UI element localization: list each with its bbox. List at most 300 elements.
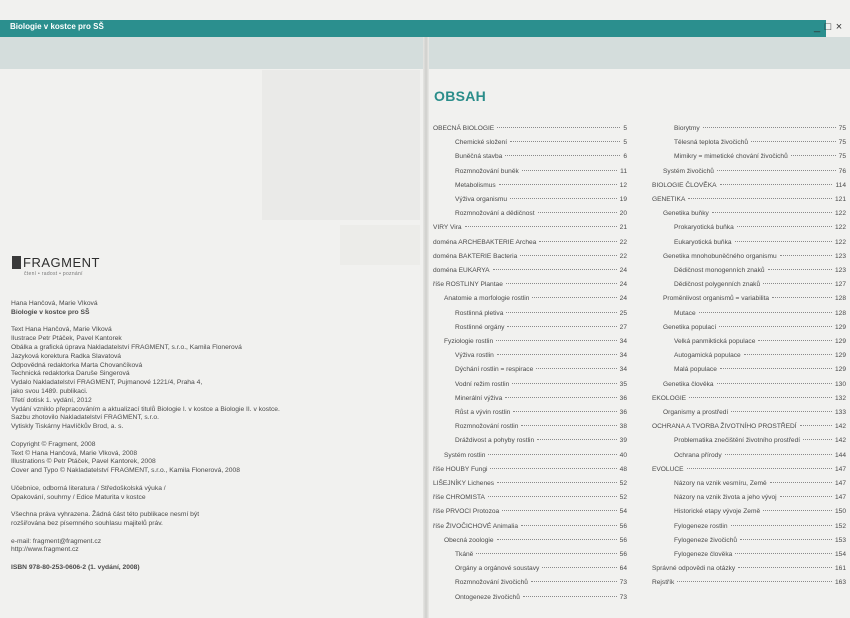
toc-entry[interactable] xyxy=(455,196,627,206)
toc-leader-dots xyxy=(744,354,832,355)
toc-entry-page: 132 xyxy=(834,394,846,402)
toc-entry[interactable] xyxy=(663,381,846,391)
colophon-line: Illustrations © Petr Ptáček, Pavel Kantorek, 2008 xyxy=(11,458,156,466)
toc-entry-label: Dědičnost polygenních znaků xyxy=(674,281,761,289)
toc-leader-dots xyxy=(476,553,616,554)
colophon-line: Text Hana Hančová, Marie Vlková xyxy=(11,326,112,334)
toc-entry[interactable] xyxy=(663,409,846,419)
toc-leader-dots xyxy=(689,397,832,398)
toc-entry-page: 24 xyxy=(619,295,627,303)
toc-entry-page: 21 xyxy=(619,224,627,232)
toc-entry-label: Ontogeneze živočichů xyxy=(455,593,520,601)
toc-leader-dots xyxy=(465,226,617,227)
colophon-line: Všechna práva vyhrazena. Žádná část této publikace nesmí být xyxy=(11,511,200,519)
toc-entry[interactable] xyxy=(663,295,846,305)
toc-entry[interactable] xyxy=(652,182,846,192)
toc-entry-page: 20 xyxy=(619,210,627,218)
toc-entry-page: 5 xyxy=(623,125,627,132)
toc-entry[interactable] xyxy=(674,537,846,547)
colophon-line: Vydalo Nakladatelství FRAGMENT, Pujmanové 1221/4, Praha 4, xyxy=(11,379,203,387)
cover-bleed-strip xyxy=(340,225,420,265)
colophon-line: http://www.fragment.cz xyxy=(11,546,79,554)
toc-entry[interactable] xyxy=(652,579,846,589)
toc-entry[interactable] xyxy=(674,480,846,490)
toc-leader-dots xyxy=(751,141,836,142)
toc-entry[interactable] xyxy=(674,239,846,249)
toc-entry-page: 64 xyxy=(619,565,627,573)
colophon-line: ISBN 978-80-253-0606-2 (1. vydání, 2008) xyxy=(11,563,140,571)
toc-leader-dots xyxy=(763,510,832,511)
toc-leader-dots xyxy=(731,411,832,412)
toc-entry-page: 127 xyxy=(834,281,846,289)
toc-entry[interactable] xyxy=(433,125,627,135)
toc-entry[interactable] xyxy=(455,168,627,178)
toc-entry-label: Dráždivost a pohyby rostlin xyxy=(455,437,535,445)
title-bar xyxy=(0,20,826,37)
toc-entry-page: 128 xyxy=(834,295,846,303)
toc-leader-dots xyxy=(497,539,617,540)
toc-entry-label: Rejstřík xyxy=(652,579,675,587)
toc-entry[interactable] xyxy=(663,210,846,220)
cover-bleed-block xyxy=(262,70,420,220)
colophon-line: Vydání vzniklo přepracováním a aktualizací titulů Biologie I. v kostce a Biologie II. v kostce. xyxy=(11,405,280,413)
colophon-line: Jazyková korektura Radka Slavatová xyxy=(11,352,122,360)
toc-entry-label: Fylogeneze živočichů xyxy=(674,536,738,544)
toc-leader-dots xyxy=(506,283,617,284)
toc-entry-page: 24 xyxy=(619,267,627,274)
toc-entry[interactable] xyxy=(433,494,627,504)
toc-leader-dots xyxy=(505,155,620,156)
colophon-line xyxy=(11,432,280,441)
toc-entry-label: Genetika člověka xyxy=(663,380,714,388)
toc-entry[interactable] xyxy=(455,139,627,149)
toc-entry-label: Organismy a prostředí xyxy=(663,409,729,416)
toc-heading: OBSAH xyxy=(434,88,487,104)
toc-entry-page: 19 xyxy=(619,196,627,203)
toc-entry[interactable] xyxy=(433,253,627,263)
toc-entry-label: Ochrana přírody xyxy=(674,451,722,459)
toc-entry-label: Chemické složení xyxy=(455,139,508,147)
toc-entry-label: Fyziologie rostlin xyxy=(444,338,494,345)
toc-entry-label: LIŠEJNÍKY Lichenes xyxy=(433,480,495,487)
toc-leader-dots xyxy=(720,368,832,369)
toc-entry-page: 24 xyxy=(619,281,627,289)
toc-entry-label: OBECNÁ BIOLOGIE xyxy=(433,125,495,132)
toc-entry-page: 123 xyxy=(834,267,846,274)
toc-entry[interactable] xyxy=(674,551,846,561)
colophon-line: Sazbu zhotovilo Nakladatelství FRAGMENT, s.r.o. xyxy=(11,414,159,422)
toc-entry-page: 5 xyxy=(623,139,627,147)
toc-entry-label: říše HOUBY Fungi xyxy=(433,465,488,473)
toc-entry-label: Orgány a orgánové soustavy xyxy=(455,565,540,573)
toc-leader-dots xyxy=(537,439,616,440)
toc-leader-dots xyxy=(507,326,616,327)
toc-entry-page: 34 xyxy=(619,366,627,374)
toc-entry-page: 34 xyxy=(619,352,627,360)
toc-entry-label: Mimikry = mimetické chování živočichů xyxy=(674,153,788,161)
toc-entry[interactable] xyxy=(433,523,627,533)
toc-entry-label: Genetika populací xyxy=(663,323,717,331)
toc-entry-page: 48 xyxy=(619,465,627,473)
publisher-logo xyxy=(12,254,132,284)
toc-entry-page: 147 xyxy=(834,494,846,502)
toc-entry-page: 123 xyxy=(834,252,846,260)
toc-entry-label: GENETIKA xyxy=(652,196,686,203)
toc-entry-page: 22 xyxy=(619,238,627,246)
toc-entry-label: říše ROSTLINY Plantae xyxy=(433,281,503,289)
toc-leader-dots xyxy=(510,198,617,199)
toc-entry-page: 40 xyxy=(619,451,627,459)
toc-leader-dots xyxy=(496,340,617,341)
toc-entry-page: 36 xyxy=(619,409,627,416)
toc-entry[interactable] xyxy=(444,452,627,462)
colophon-line: Biologie v kostce pro SŠ xyxy=(11,308,90,316)
toc-leader-dots xyxy=(497,354,617,355)
toc-entry-page: 39 xyxy=(619,437,627,445)
toc-leader-dots xyxy=(512,383,616,384)
toc-entry-label: Metabolismus xyxy=(455,181,496,189)
toc-entry[interactable] xyxy=(455,324,627,334)
colophon-line: Vytiskly Tiskárny Havlíčkův Brod, a. s. xyxy=(11,423,124,431)
window-controls xyxy=(812,21,850,35)
toc-entry-page: 133 xyxy=(834,409,846,416)
toc-entry-label: říše PRVOCI Protozoa xyxy=(433,508,500,516)
toc-entry-label: OCHRANA A TVORBA ŽIVOTNÍHO PROSTŘEDÍ xyxy=(652,423,797,431)
toc-leader-dots xyxy=(677,581,832,582)
toc-entry[interactable] xyxy=(652,395,846,405)
logo-mark-icon xyxy=(12,256,21,269)
toc-entry-page: 75 xyxy=(838,139,846,147)
toc-entry-label: Autogamická populace xyxy=(674,352,741,360)
toc-entry-label: Dědičnost monogenních znaků xyxy=(674,267,765,274)
toc-entry-label: Buněčná stavba xyxy=(455,153,503,161)
toc-leader-dots xyxy=(523,596,617,597)
toc-entry-page: 142 xyxy=(834,437,846,445)
toc-leader-dots xyxy=(712,212,832,213)
toc-leader-dots xyxy=(502,510,616,511)
toc-entry-page: 25 xyxy=(619,309,627,317)
toc-leader-dots xyxy=(499,184,617,185)
toc-entry-label: EKOLOGIE xyxy=(652,394,687,402)
toc-entry-page: 163 xyxy=(834,579,846,587)
maximize-button[interactable]: □ xyxy=(824,21,833,33)
toc-entry-page: 129 xyxy=(834,352,846,360)
toc-entry-page: 129 xyxy=(834,338,846,345)
toc-entry-page: 11 xyxy=(620,167,627,175)
toc-entry[interactable] xyxy=(455,437,627,447)
toc-entry-page: 128 xyxy=(834,309,846,317)
colophon-text xyxy=(11,300,280,573)
toc-entry-label: Rozmnožování rostlin xyxy=(455,423,519,431)
toc-entry-label: Prokaryotická buňka xyxy=(674,224,734,232)
toc-entry-page: 56 xyxy=(619,522,627,530)
toc-entry[interactable] xyxy=(455,565,627,575)
toc-leader-dots xyxy=(803,439,832,440)
toc-entry[interactable] xyxy=(674,494,846,504)
colophon-line: Cover and Typo © Nakladatelství FRAGMENT, s.r.o., Kamila Flonerová, 2008 xyxy=(11,467,240,475)
toc-entry-label: Systém živočichů xyxy=(663,167,714,175)
toc-entry-label: Mutace xyxy=(674,309,696,317)
colophon-line xyxy=(11,555,280,564)
toc-leader-dots xyxy=(717,170,836,171)
colophon-line: Hana Hančová, Marie Vlková xyxy=(11,300,98,307)
toc-entry-label: Rozmnožování živočichů xyxy=(455,579,528,587)
toc-entry-page: 114 xyxy=(835,181,846,189)
toc-entry[interactable] xyxy=(433,480,627,490)
toc-entry-page: 35 xyxy=(619,380,627,388)
toc-entry-page: 56 xyxy=(619,536,627,544)
toc-entry-label: Anatomie a morfologie rostlin xyxy=(444,295,530,303)
colophon-line: Odpovědná redaktorka Marta Chovančíková xyxy=(11,361,143,369)
logo-word: FRAGMENT xyxy=(23,255,100,270)
colophon-line: Třetí dotisk 1. vydání, 2012 xyxy=(11,396,92,404)
toc-entry-label: Malá populace xyxy=(674,366,717,374)
toc-leader-dots xyxy=(725,454,832,455)
toc-leader-dots xyxy=(521,425,616,426)
colophon-line: Ilustrace Petr Ptáček, Pavel Kantorek xyxy=(11,335,122,343)
toc-entry-page: 75 xyxy=(838,153,846,161)
toc-entry-label: Rozmnožování buněk xyxy=(455,167,519,175)
toc-entry-page: 56 xyxy=(619,551,627,558)
toc-entry[interactable] xyxy=(455,551,627,561)
toc-leader-dots xyxy=(763,283,832,284)
logo-tagline: čtení • radost • poznání xyxy=(24,271,83,277)
toc-entry-label: Dýchání rostlin = respirace xyxy=(455,366,534,374)
toc-entry[interactable] xyxy=(455,210,627,220)
toc-entry[interactable] xyxy=(444,338,627,348)
toc-leader-dots xyxy=(542,567,616,568)
toc-entry-page: 142 xyxy=(834,423,846,431)
toc-leader-dots xyxy=(532,297,616,298)
toc-leader-dots xyxy=(768,269,832,270)
toc-entry[interactable] xyxy=(674,310,846,320)
toc-leader-dots xyxy=(520,255,616,256)
toc-entry-label: Minerální výživa xyxy=(455,394,503,402)
toc-entry-page: 150 xyxy=(834,508,846,516)
toc-entry-page: 52 xyxy=(619,480,627,487)
toc-entry-label: Biorytmy xyxy=(674,125,700,132)
toc-entry[interactable] xyxy=(455,381,627,391)
toc-entry[interactable] xyxy=(674,452,846,462)
toc-leader-dots xyxy=(539,241,616,242)
toc-entry-page: 122 xyxy=(834,224,846,232)
toc-entry-page: 152 xyxy=(834,522,846,530)
toc-entry[interactable] xyxy=(663,253,846,263)
toc-leader-dots xyxy=(791,155,836,156)
toc-entry-label: Historické etapy vývoje Země xyxy=(674,508,761,516)
toc-entry-label: BIOLOGIE ČLOVĚKA xyxy=(652,181,717,189)
toc-leader-dots xyxy=(737,226,832,227)
toc-leader-dots xyxy=(717,383,832,384)
toc-leader-dots xyxy=(800,425,832,426)
toc-entry-label: Velká panmiktická populace xyxy=(674,338,756,345)
toc-leader-dots xyxy=(505,397,616,398)
toc-leader-dots xyxy=(497,127,620,128)
toc-leader-dots xyxy=(719,326,832,327)
toc-leader-dots xyxy=(513,411,616,412)
toc-entry[interactable] xyxy=(433,466,627,476)
toc-entry[interactable] xyxy=(674,352,846,362)
toc-leader-dots xyxy=(538,212,617,213)
toc-entry[interactable] xyxy=(455,153,627,163)
toc-entry[interactable] xyxy=(455,352,627,362)
toc-entry[interactable] xyxy=(674,139,846,149)
toc-entry[interactable] xyxy=(652,196,846,206)
toc-entry[interactable] xyxy=(674,153,846,163)
toc-entry[interactable] xyxy=(674,508,846,518)
toc-leader-dots xyxy=(687,468,832,469)
book-spine xyxy=(423,37,429,618)
toc-entry[interactable] xyxy=(663,324,846,334)
window-title: Biologie v kostce pro SŠ xyxy=(10,22,104,31)
toc-entry-label: Tělesná teplota živočichů xyxy=(674,139,749,147)
toc-entry[interactable] xyxy=(652,565,846,575)
toc-entry-page: 52 xyxy=(619,494,627,502)
toc-entry-page: 22 xyxy=(619,252,627,260)
toc-entry-label: říše CHROMISTA xyxy=(433,494,485,502)
colophon-line xyxy=(11,476,280,485)
toc-entry-page: 161 xyxy=(834,565,846,573)
toc-entry-page: 129 xyxy=(834,323,846,331)
toc-entry-page: 147 xyxy=(834,465,846,473)
toc-entry[interactable] xyxy=(433,239,627,249)
toc-leader-dots xyxy=(490,468,616,469)
toc-entry-label: Fylogeneze člověka xyxy=(674,551,733,558)
toc-leader-dots xyxy=(536,368,616,369)
toc-entry[interactable] xyxy=(674,125,846,135)
toc-entry-label: Růst a vývin rostlin xyxy=(455,409,511,416)
toc-leader-dots xyxy=(780,496,832,497)
toc-entry-page: 34 xyxy=(619,338,627,345)
toc-entry-label: Genetika mnohobuněčného organismu xyxy=(663,252,777,260)
toc-entry-page: 75 xyxy=(838,125,846,132)
toc-entry[interactable] xyxy=(444,537,627,547)
toc-entry-label: Genetika buňky xyxy=(663,210,709,218)
toc-entry[interactable] xyxy=(674,437,846,447)
toc-entry-label: Rostlinné orgány xyxy=(455,323,505,331)
toc-entry-label: Rostlinná pletiva xyxy=(455,309,504,317)
toc-entry-page: 27 xyxy=(619,323,627,331)
toc-entry-page: 122 xyxy=(834,238,846,246)
toc-entry[interactable] xyxy=(674,224,846,234)
toc-entry-label: doména ARCHEBAKTERIE Archea xyxy=(433,238,537,246)
toc-leader-dots xyxy=(720,184,833,185)
toc-entry-page: 129 xyxy=(834,366,846,374)
toc-entry[interactable] xyxy=(433,281,627,291)
toc-entry-label: Eukaryotická buňka xyxy=(674,238,732,246)
toc-leader-dots xyxy=(506,312,616,313)
colophon-line: e-mail: fragment@fragment.cz xyxy=(11,537,102,545)
toc-entry-page: 6 xyxy=(623,153,627,161)
minimize-button[interactable]: _ xyxy=(813,21,822,33)
toc-leader-dots xyxy=(731,525,832,526)
toc-entry-page: 121 xyxy=(834,196,846,203)
toc-leader-dots xyxy=(735,241,832,242)
toc-entry-page: 54 xyxy=(619,508,627,516)
toc-entry-page: 73 xyxy=(619,593,627,601)
toc-entry-label: doména BAKTERIE Bacteria xyxy=(433,252,518,260)
toc-leader-dots xyxy=(531,581,617,582)
colophon-line: Obálka a grafická úprava Nakladatelství FRAGMENT, s.r.o., Kamila Flonerová xyxy=(11,343,242,351)
toc-leader-dots xyxy=(488,496,617,497)
toc-entry[interactable] xyxy=(455,310,627,320)
toc-entry[interactable] xyxy=(674,523,846,533)
colophon-line: Text © Hana Hančová, Marie Vlková, 2008 xyxy=(11,449,138,457)
colophon-line: Učebnice, odborná literatura / Středoškolská výuka / xyxy=(11,484,166,492)
toc-entry[interactable] xyxy=(455,579,627,589)
toc-entry-page: 147 xyxy=(834,480,846,487)
toc-leader-dots xyxy=(493,269,617,270)
colophon-line: Opakování, souhrny / Edice Maturita v kostce xyxy=(11,493,146,501)
toc-entry-label: Názory na vznik života a jeho vývoj xyxy=(674,494,777,502)
toc-leader-dots xyxy=(497,482,617,483)
toc-entry-label: EVOLUCE xyxy=(652,465,684,473)
toc-leader-dots xyxy=(738,567,832,568)
toc-entry[interactable] xyxy=(455,594,627,604)
toc-leader-dots xyxy=(699,312,832,313)
toc-leader-dots xyxy=(780,255,832,256)
colophon-line xyxy=(11,502,280,511)
toc-entry-page: 153 xyxy=(834,536,846,544)
toc-entry-page: 12 xyxy=(619,181,627,189)
toc-entry[interactable] xyxy=(433,224,627,234)
toc-entry[interactable] xyxy=(652,423,846,433)
toc-leader-dots xyxy=(735,553,832,554)
toc-leader-dots xyxy=(521,525,617,526)
toc-entry[interactable] xyxy=(455,423,627,433)
toc-entry[interactable] xyxy=(433,267,627,277)
toc-entry[interactable] xyxy=(455,366,627,376)
toc-entry-label: Vodní režim rostlin xyxy=(455,380,510,388)
toc-entry-label: VIRY Vira xyxy=(433,224,462,232)
toc-entry[interactable] xyxy=(674,267,846,277)
toc-leader-dots xyxy=(488,454,616,455)
toc-entry-label: doména EUKARYA xyxy=(433,267,490,274)
toc-entry[interactable] xyxy=(455,395,627,405)
toc-entry-label: Proměnlivost organismů = variabilita xyxy=(663,295,770,303)
toc-entry-label: Fylogeneze rostlin xyxy=(674,522,728,530)
toc-entry-label: Problematika znečištění životního prostředí xyxy=(674,437,801,445)
toc-leader-dots xyxy=(688,198,832,199)
toc-leader-dots xyxy=(522,170,617,171)
toc-entry-label: Názory na vznik vesmíru, Země xyxy=(674,480,767,487)
toc-entry[interactable] xyxy=(674,366,846,376)
toc-entry-label: Systém rostlin xyxy=(444,451,486,459)
colophon-line: jako svou 1489. publikaci. xyxy=(11,387,88,395)
toc-entry[interactable] xyxy=(674,281,846,291)
toc-entry-label: Výživa organismu xyxy=(455,196,508,203)
toc-leader-dots xyxy=(770,482,832,483)
toc-entry[interactable] xyxy=(444,295,627,305)
toc-entry-label: Výživa rostlin xyxy=(455,352,494,360)
toc-leader-dots xyxy=(772,297,832,298)
toc-entry[interactable] xyxy=(674,338,846,348)
toc-entry-page: 36 xyxy=(619,394,627,402)
toc-entry-label: Rozmnožování a dědičnost xyxy=(455,210,535,218)
toc-entry[interactable] xyxy=(663,168,846,178)
toc-entry[interactable] xyxy=(455,409,627,419)
toc-entry[interactable] xyxy=(652,466,846,476)
colophon-line: Copyright © Fragment, 2008 xyxy=(11,440,96,448)
toc-entry[interactable] xyxy=(455,182,627,192)
toc-leader-dots xyxy=(703,127,836,128)
toc-leader-dots xyxy=(740,539,832,540)
toc-leader-dots xyxy=(758,340,832,341)
close-button[interactable]: × xyxy=(835,21,844,33)
colophon-line xyxy=(11,318,280,327)
toc-entry-page: 38 xyxy=(619,423,627,431)
toc-entry[interactable] xyxy=(433,508,627,518)
